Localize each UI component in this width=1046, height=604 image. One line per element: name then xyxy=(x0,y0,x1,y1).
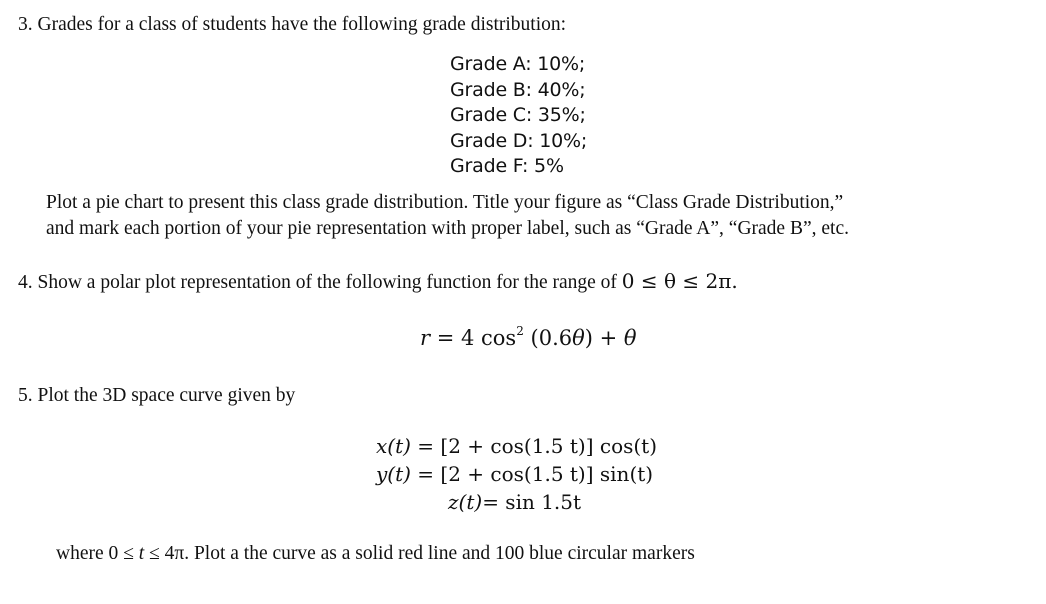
theta-range: 0 ≤ θ ≤ 2π xyxy=(621,269,732,293)
grade-item: Grade C: 35%; xyxy=(450,104,586,127)
z-rhs: = sin 1.5t xyxy=(482,490,582,514)
eq-part: ) + xyxy=(584,326,624,350)
x-lhs: x(t) xyxy=(376,434,411,458)
question-3-instruction-line-2: and mark each portion of your pie representation with proper label, such as “Grade A”, “Grade B”, etc. xyxy=(46,218,849,239)
question-3-instruction-line-1: Plot a pie chart to present this class grade distribution. Title your figure as “Class Grade Distribution,” xyxy=(46,192,844,213)
where-pre: where 0 ≤ xyxy=(56,543,139,564)
x-rhs: = [2 + cos(1.5 t)] cos(t) xyxy=(410,434,658,458)
eq-r: r xyxy=(420,326,431,350)
eq-part: = 4 cos xyxy=(430,326,517,350)
grade-list xyxy=(450,52,587,180)
question-3-heading: 3. Grades for a class of students have the following grade distribution: xyxy=(18,14,567,35)
y-equation xyxy=(376,462,653,486)
question-4-heading-line xyxy=(18,269,738,295)
z-equation xyxy=(448,490,581,514)
eq-theta: θ xyxy=(623,326,637,350)
polar-equation xyxy=(420,326,637,353)
question-4-heading: 4. Show a polar plot representation of the following function for the range of xyxy=(18,272,622,293)
where-post: ≤ 4π. Plot a the curve as a solid red line and 100 blue circular markers xyxy=(144,543,695,564)
question-5-where-line xyxy=(56,542,695,566)
grade-item: Grade B: 40%; xyxy=(450,78,586,101)
eq-part: (0.6 xyxy=(523,326,573,350)
z-lhs: z(t) xyxy=(448,490,483,514)
grade-item: Grade D: 10%; xyxy=(450,129,588,152)
eq-theta: θ xyxy=(572,326,585,350)
x-equation xyxy=(376,434,657,458)
y-lhs: y(t) xyxy=(376,462,411,486)
where-t: t xyxy=(138,543,145,564)
grade-item: Grade F: 5% xyxy=(450,155,564,178)
y-rhs: = [2 + cos(1.5 t)] sin(t) xyxy=(410,462,654,486)
range-period: . xyxy=(731,269,738,293)
grade-item: Grade A: 10%; xyxy=(450,53,586,75)
question-5-heading: 5. Plot the 3D space curve given by xyxy=(18,385,296,406)
eq-exponent: 2 xyxy=(516,324,524,338)
